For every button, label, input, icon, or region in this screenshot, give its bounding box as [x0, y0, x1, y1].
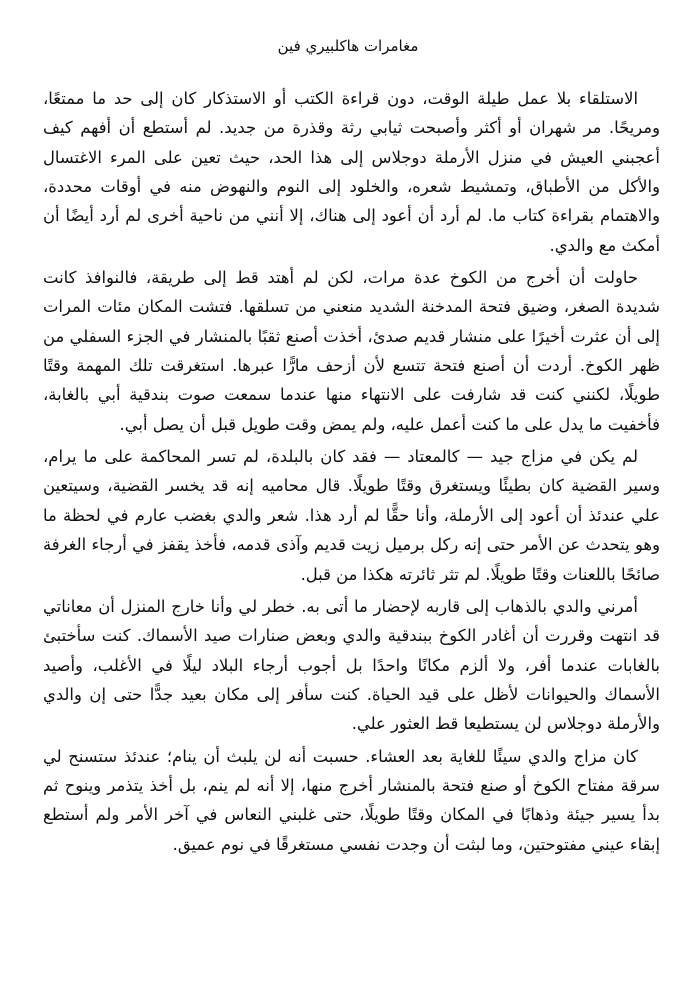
paragraph-5: كان مزاج والدي سيئًا للغاية بعد العشاء. حسبت أنه لن يلبث أن ينام؛ عندئذ ستسنح لي سرقة مفتاح الكوخ أو صنع فتحة بالمنشار أخرج منها، إلا أنه لم ينم، بل أخذ يتذمر وينوح ثم بدأ يسير جيئة وذهابًا في المكان وقتًا طويلًا، حتى غلبني النعاس في آخر الأمر ولم أستطع إبقاء عيني مفتوحتين، وما لبثت أن وجدت نفسي مستغرقًا في نوم عميق. — [43, 746, 660, 854]
paragraph-4: أمرني والدي بالذهاب إلى قاربه لإحضار ما أتى به. خطر لي وأنا خارج المنزل أن معاناتي قد انتهت وقررت أن أغادر الكوخ ببندقية والدي وبعض صنارات صيد الأسماك. كنت سأختبئ بالغابات عندما أفر، ولا ألزم مكانًا واحدًا بل أجوب أرجاء البلاد ليلًا في الأغلب، وأصيد الأسماك والحيوانات لأظل على قيد الحياة. كنت سأفر إلى مكان بعيد جدًّا حتى إن والدي والأرملة دوجلاس لن يستطيعا قط العثور علي. — [43, 596, 660, 734]
paragraph-2: حاولت أن أخرج من الكوخ عدة مرات، لكن لم أهتد قط إلى طريقة، فالنوافذ كانت شديدة الصغر، وضيق فتحة المدخنة الشديد منعني من تسلقها. فتشت المكان مئات المرات إلى أن عثرت أخيرًا على منشار قديم صدئ، أخذت أصنع ثقبًا بالمنشار في الجزء السفلي من ظهر الكوخ. أردت أن أصنع فتحة تتسع لأن أزحف مارًّا عبرها. استغرقت تلك المهمة وقتًا طويلًا، لكنني كنت قد شارفت على الانتهاء منها عندما سمعت صوت بندقية أبي بالغابة، فأخفيت ما يدل على ما كنت أعمل عليه، ولم يمض وقت طويل قبل أن يصل أبي. — [43, 268, 660, 434]
running-header-title: مغامرات هاكلبيري فين — [277, 37, 419, 55]
paragraph-3: لم يكن في مزاج جيد — كالمعتاد — فقد كان بالبلدة، لم تسر المحاكمة على ما يرام، وسير القضية كان بطيئًا ويستغرق وقتًا طويلًا. قال محاميه إنه قد يخسر القضية، وسيتعين علي عندئذ أن أعود إلى الأرملة، وأنا حقًّا لم أرد هذا. شعر والدي بغضب عارم في لحظة ما وهو يتحدث عن الأمر حتى إنه ركل برميل زيت قديم وآذى قدمه، فأخذ يقفز في أرجاء الغرفة صائحًا باللعنات وقتًا طويلًا. لم تثر ثائرته هكذا من قبل. — [43, 447, 660, 584]
body-text — [43, 84, 660, 862]
paragraph-1: الاستلقاء بلا عمل طيلة الوقت، دون قراءة الكتب أو الاستذكار كان إلى حد ما ممتعًا، ومريحًا. مر شهران أو أكثر وأصبحت ثيابي رثة وقذرة من جديد. لم أستطع أن أفهم كيف أعجبني العيش في منزل الأرملة دوجلاس إلى هذا الحد، حيث تعين على المرء الاغتسال والأكل من الأطباق، وتمشيط شعره، والخلود إلى النوم والنهوض منه في أوقات محددة، والاهتمام بقراءة كتاب ما. لم أرد أن أعود إلى هناك، إلا أنني من ناحية أخرى لم أرد أيضًا أن أمكث مع والدي. — [43, 89, 660, 255]
